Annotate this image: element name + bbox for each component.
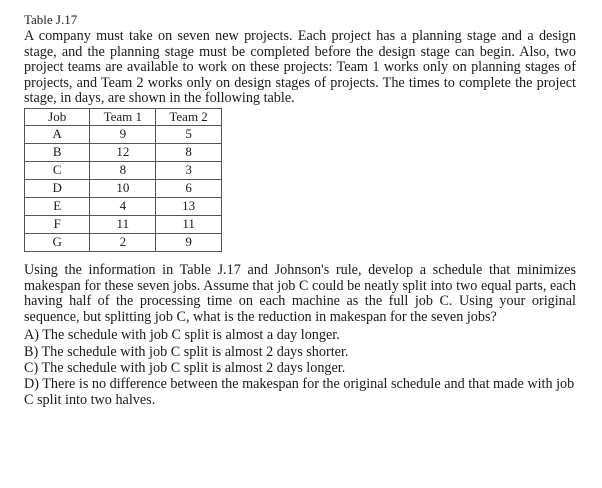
option-b[interactable]: B) The schedule with job C split is almost 2 days shorter. bbox=[24, 343, 349, 360]
team1-cell: 8 bbox=[90, 161, 156, 179]
team1-cell: 10 bbox=[90, 179, 156, 197]
table-row bbox=[25, 233, 222, 251]
table-row bbox=[25, 197, 222, 215]
table-row bbox=[25, 179, 222, 197]
team2-cell: 5 bbox=[156, 125, 222, 143]
team1-cell: 9 bbox=[90, 125, 156, 143]
option-a[interactable]: A) The schedule with job C split is almost a day longer. bbox=[24, 327, 340, 344]
team2-cell: 8 bbox=[156, 143, 222, 161]
problem-document bbox=[24, 12, 576, 408]
table-label: Table J.17 bbox=[24, 12, 78, 27]
team2-cell: 11 bbox=[156, 215, 222, 233]
job-cell: B bbox=[25, 143, 90, 161]
table-row bbox=[25, 125, 222, 143]
job-times-table bbox=[24, 108, 222, 252]
job-cell: G bbox=[25, 233, 90, 251]
team1-cell: 12 bbox=[90, 143, 156, 161]
team1-cell: 4 bbox=[90, 197, 156, 215]
intro-paragraph: A company must take on seven new projects. Each project has a planning stage and a design stage, and the planning stage must be completed before the design stage can begin. Also, two project teams are available to work on these projects: Team 1 works only on planning stages of projects, and Team 2 works only on design stages of projects. The times to complete the project stage, in days, are shown in the following table. bbox=[24, 28, 576, 107]
team1-cell: 11 bbox=[90, 215, 156, 233]
team2-cell: 3 bbox=[156, 161, 222, 179]
option-d[interactable]: D) There is no difference between the makespan for the original schedule and that made with job C split into two halves. bbox=[24, 375, 575, 409]
team1-cell: 2 bbox=[90, 233, 156, 251]
job-cell: E bbox=[25, 197, 90, 215]
team2-cell: 13 bbox=[156, 197, 222, 215]
question-paragraph: Using the information in Table J.17 and Johnson's rule, develop a schedule that minimizes makespan for these seven jobs. Assume that job C could be neatly split into two equal parts, each having half of the processing time on each machine as the full job C. Using your original sequence, but splitting job C, what is the reduction in makespan for the seven jobs? bbox=[24, 261, 576, 325]
table-row bbox=[25, 143, 222, 161]
header-team2: Team 2 bbox=[156, 108, 222, 125]
job-cell: C bbox=[25, 161, 90, 179]
team2-cell: 6 bbox=[156, 179, 222, 197]
header-job: Job bbox=[25, 108, 90, 125]
table-row bbox=[25, 215, 222, 233]
table-row bbox=[25, 161, 222, 179]
team2-cell: 9 bbox=[156, 233, 222, 251]
job-cell: D bbox=[25, 179, 90, 197]
answer-options bbox=[24, 327, 576, 408]
job-cell: A bbox=[25, 125, 90, 143]
header-team1: Team 1 bbox=[90, 108, 156, 125]
job-cell: F bbox=[25, 215, 90, 233]
option-c[interactable]: C) The schedule with job C split is almost 2 days longer. bbox=[24, 359, 346, 376]
table-header-row bbox=[25, 108, 222, 125]
